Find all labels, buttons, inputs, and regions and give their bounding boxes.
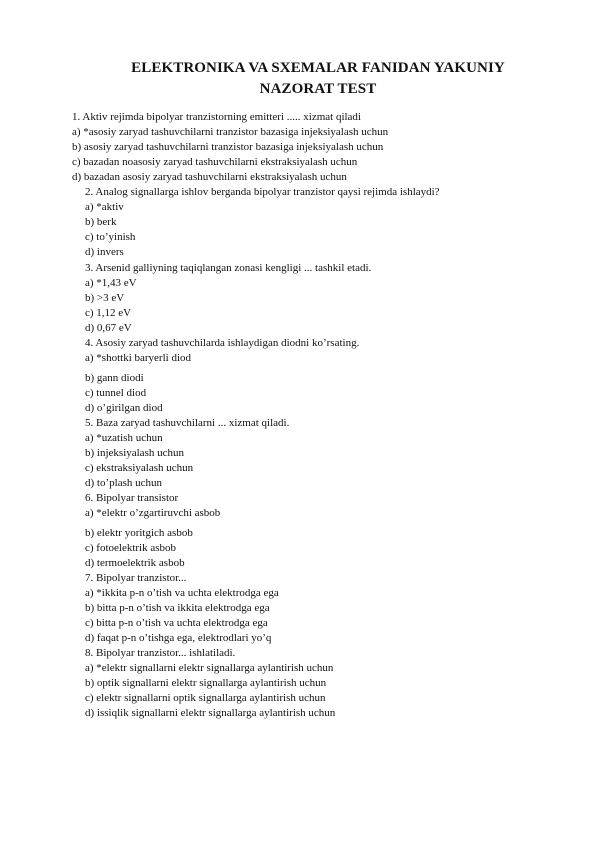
test-line: 7. Bipolyar tranzistor... <box>85 572 187 584</box>
test-line: 4. Asosiy zaryad tashuvchilarda ishlaydigan diodni ko’rsating. <box>85 337 360 349</box>
test-line: 5. Baza zaryad tashuvchilarni ... xizmat qiladi. <box>85 417 290 429</box>
test-line: b) >3 eV <box>85 292 125 304</box>
test-line: b) berk <box>85 216 117 228</box>
test-line: b) asosiy zaryad tashuvchilarni tranzistor bazasiga injeksiyalash uchun <box>72 141 384 153</box>
test-line: c) bitta p-n o’tish va uchta elektrodga ega <box>85 617 268 629</box>
test-line: a) *asosiy zaryad tashuvchilarni tranzistor bazasiga injeksiyalash uchun <box>72 126 389 138</box>
test-line: b) bitta p-n o’tish va ikkita elektrodga ega <box>85 602 270 614</box>
test-line: c) bazadan noasosiy zaryad tashuvchilarni ekstraksiyalash uchun <box>72 156 358 168</box>
test-line: b) optik signallarni elektr signallarga aylantirish uchun <box>85 677 327 689</box>
test-line: c) tunnel diod <box>85 387 147 399</box>
test-line: a) *ikkita p-n o’tish va uchta elektrodga ega <box>85 587 279 599</box>
test-line: 2. Analog signallarga ishlov berganda bipolyar tranzistor qaysi rejimda ishlaydi? <box>85 186 440 198</box>
title-line-2: NAZORAT TEST <box>259 81 377 97</box>
test-line: d) termoelektrik asbob <box>85 557 185 569</box>
title-line-1: ELEKTRONIKA VA SXEMALAR FANIDAN YAKUNIY <box>131 60 505 76</box>
test-line: d) invers <box>85 246 124 258</box>
test-line: a) *elektr o’zgartiruvchi asbob <box>85 507 221 519</box>
test-line: d) bazadan asosiy zaryad tashuvchilarni ekstraksiyalash uchun <box>72 171 347 183</box>
test-line: c) 1,12 eV <box>85 307 132 319</box>
test-line: c) ekstraksiyalash uchun <box>85 462 194 474</box>
test-line: 6. Bipolyar transistor <box>85 492 179 504</box>
test-line: c) elektr signallarni optik signallarga aylantirish uchun <box>85 692 326 704</box>
test-line: c) fotoelektrik asbob <box>85 542 177 554</box>
test-line: c) to’yinish <box>85 231 136 243</box>
test-line: d) 0,67 eV <box>85 322 132 334</box>
test-line: b) elektr yoritgich asbob <box>85 527 193 539</box>
test-line: d) issiqlik signallarni elektr signallarga aylantirish uchun <box>85 707 336 719</box>
test-line: a) *shottki baryerli diod <box>85 352 192 364</box>
test-line: b) gann diodi <box>85 372 144 384</box>
test-line: d) to’plash uchun <box>85 477 162 489</box>
test-line: d) faqat p-n o’tishga ega, elektrodlari yo’q <box>85 632 272 644</box>
test-line: b) injeksiyalash uchun <box>85 447 184 459</box>
test-line: a) *aktiv <box>85 201 124 213</box>
test-line: a) *uzatish uchun <box>85 432 163 444</box>
document-title <box>0 58 596 100</box>
test-line: 3. Arsenid galliyning taqiqlangan zonasi kengligi ... tashkil etadi. <box>85 262 372 274</box>
test-line: d) o’girilgan diod <box>85 402 163 414</box>
test-line: 8. Bipolyar tranzistor... ishlatiladi. <box>85 647 236 659</box>
test-line: a) *1,43 eV <box>85 277 137 289</box>
test-line: a) *elektr signallarni elektr signallarga aylantirish uchun <box>85 662 334 674</box>
test-line: 1. Aktiv rejimda bipolyar tranzistorning emitteri ..... xizmat qiladi <box>72 111 361 123</box>
